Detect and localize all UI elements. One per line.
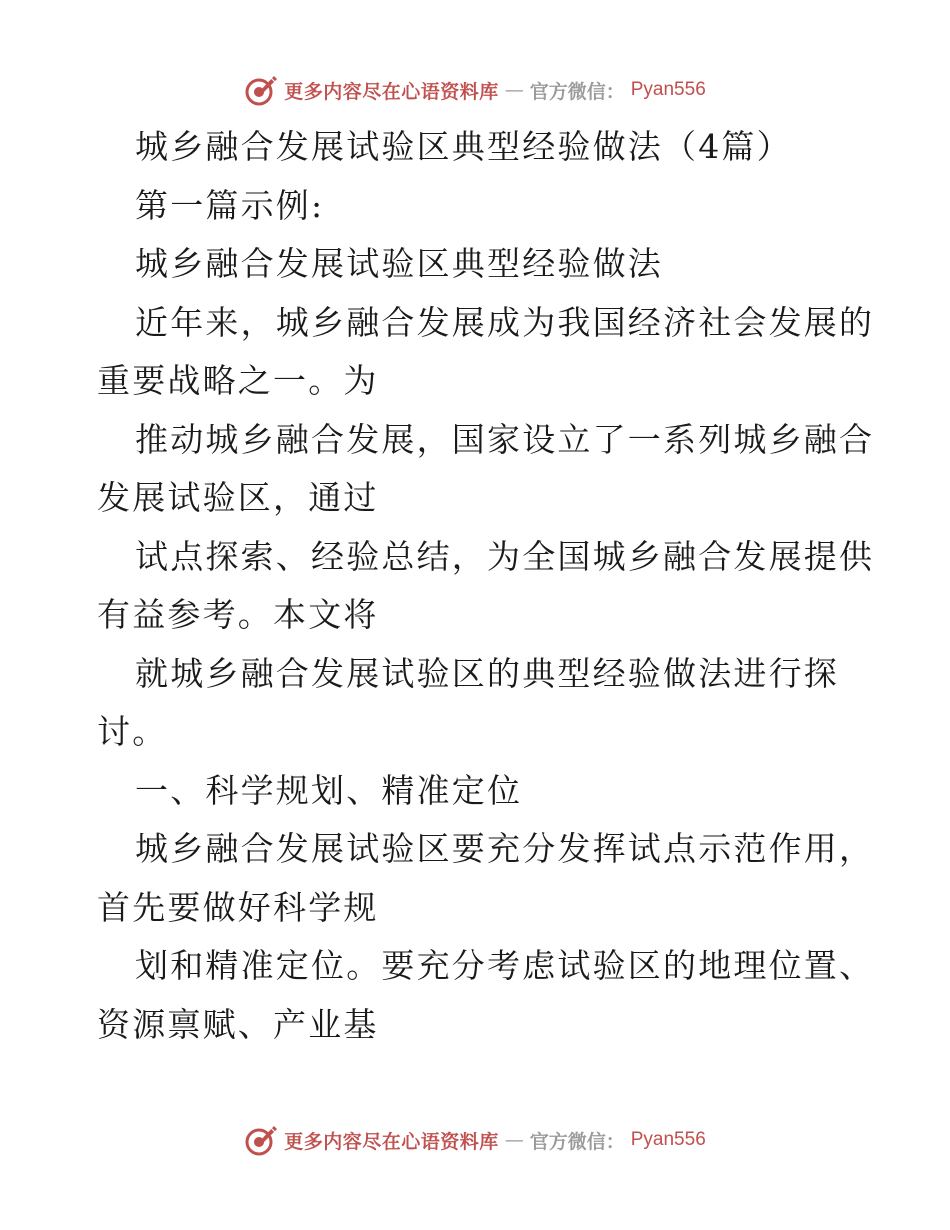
pen-logo-icon — [244, 1123, 278, 1157]
text-line: 有益参考。本文将 — [97, 595, 379, 634]
text-line: 资源禀赋、产业基 — [97, 1004, 379, 1044]
watermark-official-label: 官方微信： — [529, 80, 625, 103]
text-line: 首先要做好科学规 — [97, 887, 379, 927]
text-line: 城乡融合发展试验区典型经验做法（4篇） — [135, 127, 792, 166]
watermark-separator: — — [504, 79, 524, 101]
text-line: 试点探索、经验总结，为全国城乡融合发展提供 — [135, 536, 875, 576]
text-line: 推动城乡融合发展，国家设立了一系列城乡融合 — [135, 419, 875, 459]
watermark-wechat-id: Pyan556 — [630, 79, 706, 100]
watermark-separator: — — [504, 1129, 524, 1151]
pen-logo-icon — [244, 73, 278, 107]
document-body — [97, 118, 875, 1054]
text-line: 一、科学规划、精准定位 — [135, 770, 523, 810]
header-watermark — [0, 70, 950, 110]
text-line: 重要战略之一。为 — [97, 361, 379, 400]
text-line: 城乡融合发展试验区典型经验做法 — [135, 244, 663, 283]
text-line: 讨。 — [97, 712, 168, 751]
text-line: 发展试验区，通过 — [97, 478, 379, 517]
text-line: 第一篇示例: — [135, 185, 325, 225]
text-line: 划和精准定位。要充分考虑试验区的地理位置、 — [135, 946, 875, 985]
watermark-site-text: 更多内容尽在心语资料库 — [284, 80, 499, 103]
footer-watermark — [0, 1120, 950, 1160]
text-line: 近年来，城乡融合发展成为我国经济社会发展的 — [135, 302, 875, 342]
text-line: 城乡融合发展试验区要充分发挥试点示范作用， — [135, 829, 875, 868]
watermark-wechat-id: Pyan556 — [630, 1129, 706, 1150]
watermark-site-text: 更多内容尽在心语资料库 — [284, 1130, 499, 1153]
watermark-group — [244, 1123, 706, 1157]
watermark-group — [244, 73, 706, 107]
watermark-official-label: 官方微信： — [529, 1130, 625, 1153]
text-line: 就城乡融合发展试验区的典型经验做法进行探 — [135, 653, 839, 693]
